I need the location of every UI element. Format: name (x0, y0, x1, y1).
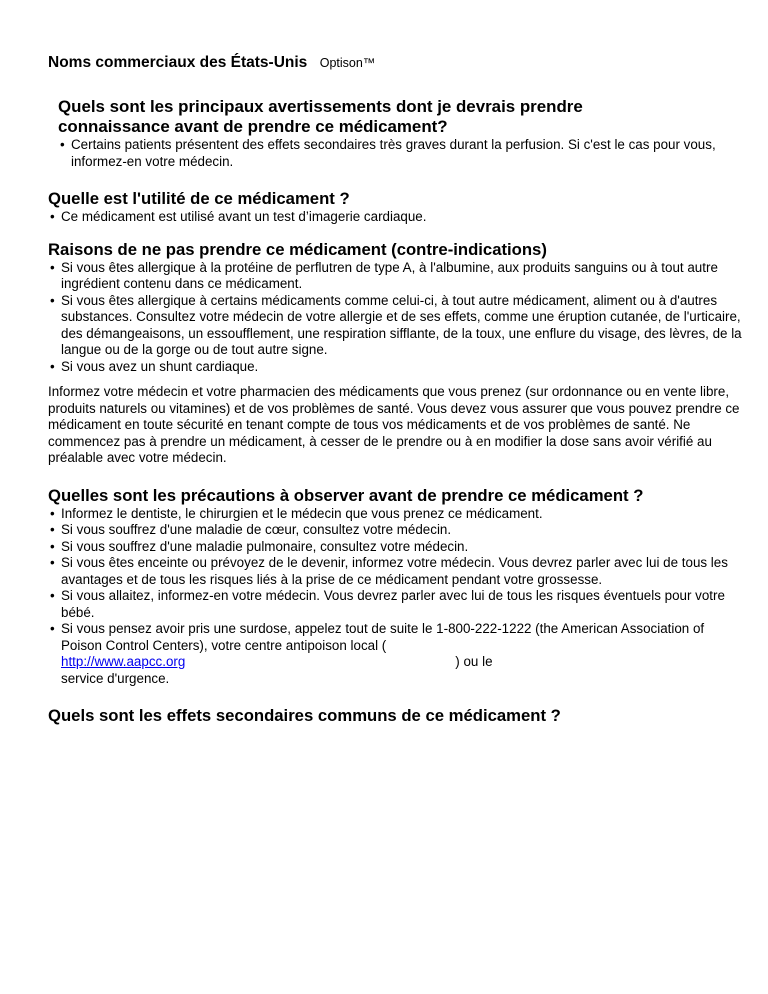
list-item-text: Si vous souffrez d'une maladie pulmonaire, consultez votre médecin. (61, 538, 469, 554)
bullet: • (50, 292, 55, 308)
list-item-text: Si vous êtes allergique à certains médicaments comme celui-ci, à tout autre médicament, aliment ou à d'autres substances. Consultez votre médecin de votre allergie et de ses effets, comme une éruption cutanée, de l'urticaire, des démangeaisons, un essoufflement, une respiration sifflante, de la toux, une enflure du visage, des lèvres, de la langue ou de la gorge ou de tout autre signe. (61, 292, 742, 357)
side-effects-heading: Quels sont les effets secondaires communs de ce médicament ? (48, 706, 561, 725)
poison-control-link[interactable]: http://www.aapcc.org (61, 654, 186, 669)
contraindications-heading: Raisons de ne pas prendre ce médicament (contre-indications) (48, 239, 547, 259)
side-effects-section (48, 706, 748, 726)
bullet: • (50, 358, 55, 374)
list-item-text: Si vous avez un shunt cardiaque. (61, 358, 259, 374)
list-item (48, 359, 748, 376)
utility-heading: Quelle est l'utilité de ce médicament ? (48, 189, 350, 208)
list-item (48, 506, 748, 523)
document-page (48, 54, 748, 726)
overdose-item (48, 621, 748, 687)
overdose-after-link: ) ou le (455, 654, 493, 669)
medication-info-paragraph: Informez votre médecin et votre pharmacien des médicaments que vous prenez (sur ordonnance ou en vente libre, produits naturels ou vitamines) et de vos problèmes de santé. Vous devez vous assurer que vous pouvez prendre ce médicament en toute sécurité en tenant compte de tous vos médicaments et de vos problèmes de santé. Ne commencez pas à prendre un médicament, à cesser de le prendre ou à en modifier la dose sans avoir vérifié au préalable avec votre médecin. (48, 384, 740, 465)
list-item-text: Si vous souffrez d'une maladie de cœur, consultez votre médecin. (61, 522, 452, 537)
precautions-heading: Quelles sont les précautions à observer avant de prendre ce médicament ? (48, 485, 644, 505)
overdose-end: service d'urgence. (61, 670, 170, 686)
bullet: • (50, 588, 55, 603)
list-item-text: Si vous allaitez, informez-en votre médecin. Vous devrez parler avec lui de tous les risques éventuels pour votre bébé. (61, 588, 725, 620)
list-item-text: Informez le dentiste, le chirurgien et le médecin que vous prenez ce médicament. (61, 505, 543, 521)
list-item (48, 539, 748, 556)
precautions-list (48, 506, 748, 688)
brand-label: Noms commerciaux des États-Unis (48, 54, 308, 71)
bullet: • (50, 209, 55, 224)
brand-names (48, 54, 748, 80)
list-item-text: Certains patients présentent des effets secondaires très graves durant la perfusion. Si c'est le cas pour vous, informez-en votre médecin. (71, 137, 716, 169)
bullet: • (60, 137, 65, 152)
utility-section (48, 189, 748, 226)
list-item-text: Ce médicament est utilisé avant un test d’imagerie cardiaque. (61, 209, 427, 224)
bullet: • (50, 522, 55, 537)
list-item (48, 588, 748, 621)
precautions-section (48, 486, 748, 688)
list-item (58, 137, 748, 170)
warnings-heading-line1: Quels sont les principaux avertissements dont je devrais prendre (58, 97, 583, 116)
warnings-heading-line2: connaissance avant de prendre ce médicament? (58, 117, 448, 136)
bullet: • (50, 621, 55, 636)
warnings-heading (58, 97, 748, 137)
brand-name: Optison™ (319, 56, 376, 70)
contraindications-section (48, 240, 748, 467)
list-item (48, 555, 748, 588)
list-item (48, 522, 748, 539)
warnings-list (58, 137, 748, 170)
list-item (48, 209, 748, 226)
bullet: • (50, 259, 55, 275)
bullet: • (50, 538, 55, 554)
warnings-section (58, 97, 748, 170)
bullet: • (50, 555, 55, 570)
list-item-text: Si vous êtes enceinte ou prévoyez de le devenir, informez votre médecin. Vous devrez parler avec lui de tous les avantages et de tous les risques liés à la prise de ce médicament pendant votre grossesse. (61, 555, 728, 587)
bullet: • (50, 505, 55, 521)
utility-list (48, 209, 748, 226)
overdose-text: Si vous pensez avoir pris une surdose, appelez tout de suite le 1-800-222-1222 (the American Association of Poison Control Centers), votre centre antipoison local ( (61, 621, 705, 653)
list-item (48, 260, 748, 293)
list-item (48, 293, 748, 359)
contraindications-list (48, 260, 748, 376)
list-item-text: Si vous êtes allergique à la protéine de perflutren de type A, à l'albumine, aux produits sanguins ou à tout autre ingrédient contenu dans ce médicament. (61, 259, 718, 291)
